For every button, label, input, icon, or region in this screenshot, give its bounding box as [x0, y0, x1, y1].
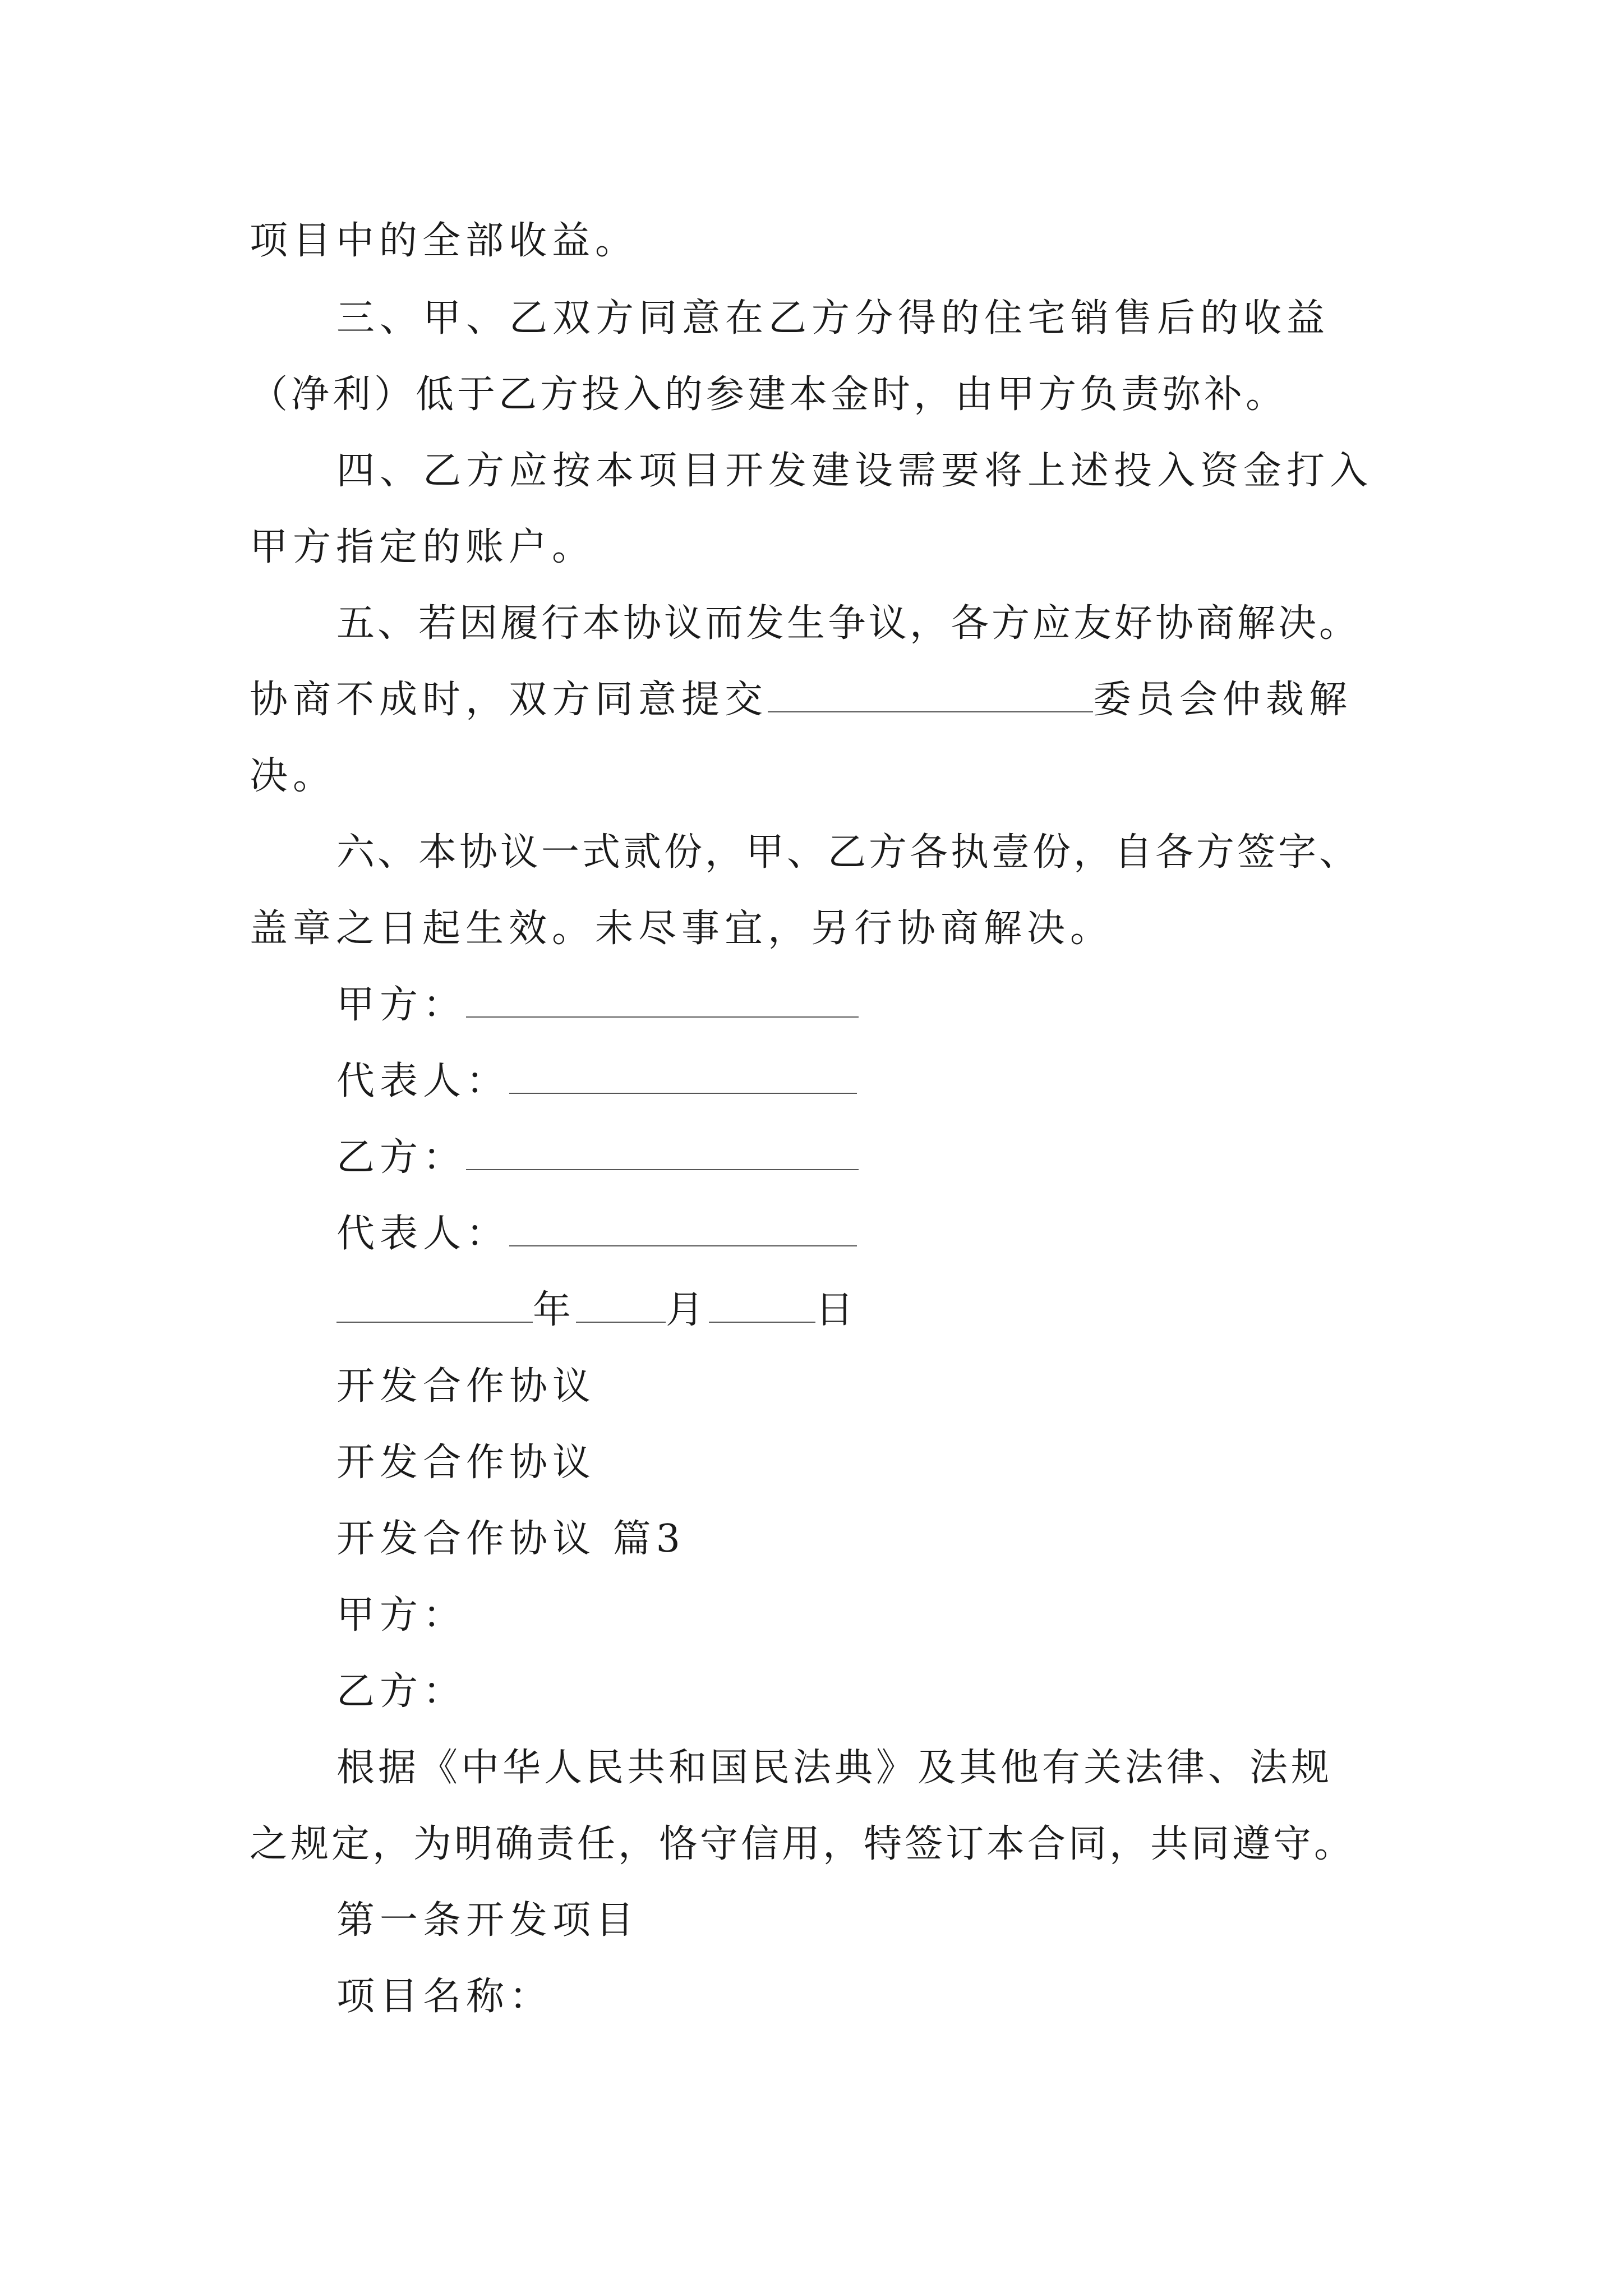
- paragraph-text: 决。: [250, 754, 336, 798]
- text-line: [336, 1975, 552, 2019]
- paragraph-text: 盖章之日起生效。未尽事宜，另行协商解决。: [250, 907, 1114, 951]
- clause-4-text: 四、乙方应按本项目开发建设需要将上述投入资金打入: [336, 449, 1373, 493]
- signature-representative-b: [336, 1212, 857, 1257]
- preamble-text: 根据《中华人民共和国民法典》及其他有关法律、法规: [336, 1746, 1333, 1790]
- arbitration-blank: [768, 680, 1093, 712]
- year-blank: [336, 1290, 533, 1323]
- paragraph-text: 项目中的全部收益。: [250, 219, 639, 263]
- text-line: [336, 1441, 596, 1485]
- heading-text: 开发合作协议: [336, 1441, 596, 1485]
- text-line: [336, 1517, 685, 1562]
- date-year-label: 年: [533, 1288, 577, 1332]
- text-line: [336, 1593, 466, 1638]
- signature-label: 甲方：: [336, 983, 467, 1027]
- text-line: [250, 1822, 1355, 1867]
- text-line: [250, 754, 336, 799]
- text-line: [250, 525, 595, 570]
- signature-party-b: [336, 1135, 859, 1180]
- text-line: [336, 830, 1360, 875]
- text-line: [336, 449, 1373, 494]
- signature-label: 代表人：: [336, 1059, 510, 1103]
- date-month-label: 月: [666, 1288, 709, 1332]
- section-heading: 开发合作协议 篇3: [336, 1517, 685, 1561]
- signature-blank: [509, 1214, 857, 1246]
- text-line: [250, 219, 638, 264]
- signature-blank: [466, 985, 859, 1018]
- signature-label: 乙方：: [336, 1135, 467, 1180]
- signature-representative-a: [336, 1059, 857, 1104]
- day-blank: [709, 1290, 815, 1323]
- paragraph-text: 甲方指定的账户。: [250, 525, 596, 569]
- heading-text: 开发合作协议: [336, 1364, 596, 1409]
- signature-party-a: [336, 983, 859, 1028]
- signature-blank: [466, 1138, 859, 1170]
- text-line: [250, 372, 1287, 417]
- clause-5-text: 五、若因履行本协议而发生争议，各方应友好协商解决。: [336, 601, 1361, 646]
- month-blank: [576, 1290, 666, 1323]
- preamble-text: 之规定，为明确责任，恪守信用，特签订本合同，共同遵守。: [250, 1822, 1355, 1866]
- text-line: [336, 601, 1360, 646]
- text-line: [250, 907, 1113, 951]
- text-line: [336, 1898, 639, 1943]
- text-line: [250, 678, 1352, 723]
- article-heading: 第一条开发项目: [336, 1898, 639, 1943]
- signature-blank: [509, 1061, 857, 1094]
- clause-6-text: 六、本协议一式贰份，甲、乙方各执壹份，自各方签字、: [336, 830, 1361, 875]
- text-line: [336, 1364, 596, 1409]
- clause-3-text: 三、甲、乙双方同意在乙方分得的住宅销售后的收益: [336, 296, 1330, 341]
- date-line: [336, 1288, 859, 1333]
- paragraph-text: （净利）低于乙方投入的参建本金时，由甲方负责弥补。: [250, 372, 1288, 417]
- text-line: [336, 1746, 1332, 1791]
- project-name-label: 项目名称：: [336, 1975, 553, 2019]
- paragraph-text: 协商不成时，双方同意提交: [250, 678, 768, 722]
- party-b-label: 乙方：: [336, 1669, 467, 1714]
- party-a-label: 甲方：: [336, 1593, 467, 1637]
- text-line: [336, 296, 1330, 341]
- paragraph-text: 委员会仲裁解: [1093, 678, 1353, 722]
- signature-label: 代表人：: [336, 1212, 510, 1256]
- date-day-label: 日: [815, 1288, 859, 1332]
- text-line: [336, 1669, 466, 1714]
